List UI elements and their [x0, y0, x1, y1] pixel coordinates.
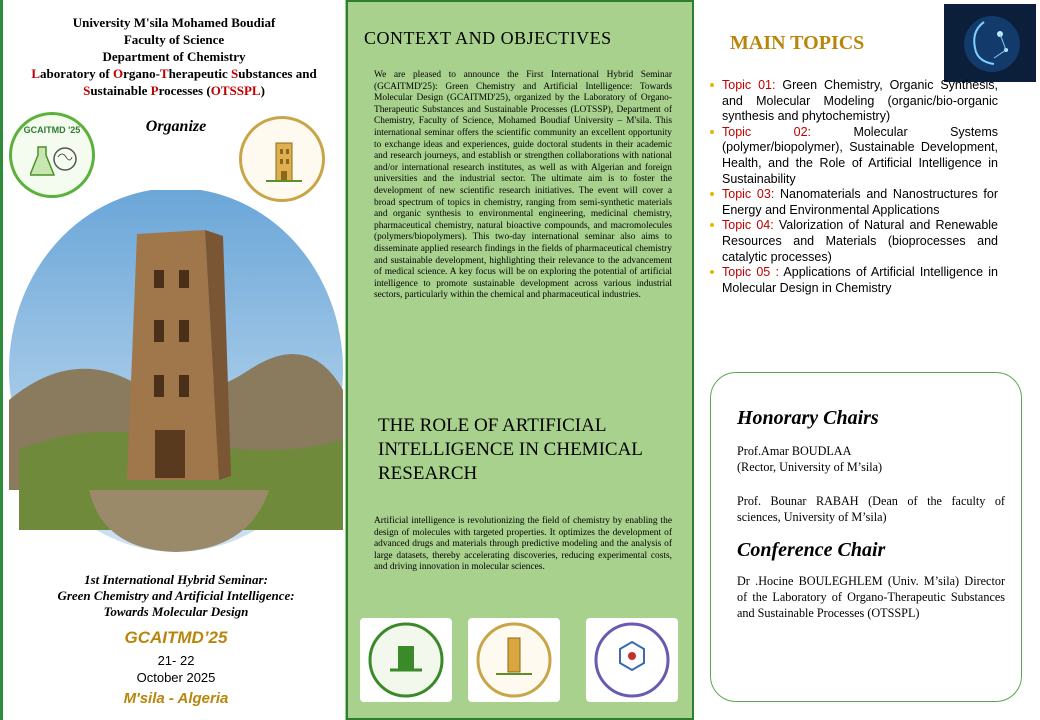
otsspl-logo: [586, 618, 678, 702]
university-seal-bottom-logo: [468, 618, 560, 702]
department-name: Department of Chemistry: [102, 49, 246, 64]
event-location: M'sila - Algeria: [123, 690, 229, 707]
topic-item: Topic 03: Nanomaterials and Nanostructures for Energy and Environmental Applications: [722, 187, 999, 217]
main-topics-title: MAIN TOPICS: [730, 32, 865, 54]
conference-chair-heading: Conference Chair: [737, 539, 886, 561]
conference-chair-text: Dr .Hocine BOULEGHLEM (Univ. M’sila) Director of the Laboratory of Organo-Therapeutic Substances and Sustainable Processes (OTSSPL): [737, 574, 1005, 620]
organizer-header: [3, 14, 345, 99]
topics-list: [722, 78, 998, 296]
honorary-chair-2: Prof. Bounar RABAH (Dean of the faculty of sciences, University of M’sila): [737, 494, 1005, 524]
left-panel: [0, 0, 346, 720]
honorary-chair-1-role: (Rector, University of M’sila): [737, 460, 883, 474]
topic-item: Topic 05 : Applications of Artificial Intelligence in Molecular Design in Chemistry: [722, 265, 998, 295]
event-month: October 2025: [136, 670, 216, 685]
event-dates: 21- 22: [157, 653, 195, 668]
topic-item: Topic 02: Molecular Systems (polymer/biopolymer), Sustainable Development, Health, and the Role of Artificial Intelligence in Sustainability: [722, 124, 998, 186]
event-acronym: GCAITMD’25: [124, 628, 228, 647]
honorary-chair-1-name: Prof.Amar BOUDLAA: [737, 444, 852, 458]
laboratory-name-line2: Sustainable Processes (OTSSPL): [83, 83, 265, 98]
context-title: CONTEXT AND OBJECTIVES: [364, 28, 612, 48]
middle-panel: [346, 0, 694, 720]
minaret-photo: [9, 190, 343, 556]
topic-item: Topic 04: Valorization of Natural and Renewable Resources and Materials (bioprocesses and catalytic processes): [722, 218, 998, 264]
ai-role-title: THE ROLE OF ARTIFICIAL INTELLIGENCE IN CHEMICAL RESEARCH: [378, 415, 643, 484]
topic-item: Topic 01: Green Chemistry, Organic Synthesis, and Molecular Modeling (organic/bio-organic synthesis and phytochemistry): [722, 78, 998, 124]
seminar-title: 1st International Hybrid Seminar: Green Chemistry and Artificial Intelligence: Towards Molecular Design: [57, 572, 295, 619]
ai-head-icon: [944, 4, 1036, 82]
honorary-chairs-heading: Honorary Chairs: [737, 407, 879, 429]
ai-role-text: Artificial intelligence is revolutionizing the field of chemistry by enabling the design of molecules with targeted properties. It optimizes the development of advanced drugs and materials through predictive modeling and the analysis of large datasets, thereby accelerating discoveries, reducing experimental costs, and driving innovation in molecular sciences.: [374, 516, 672, 573]
faculty-name: Faculty of Science: [123, 32, 225, 47]
context-text: We are pleased to announce the First International Hybrid Seminar (GCAITMD'25): Green Chemistry and Artificial Intelligence: Towards Molecular Design (GCAITMD'25), organized by the Laboratory of Organo-Therapeutic Substances and Sustainable Processes (LOTSSP), Department of Chemistry, Faculty of Science, Mohamed Boudiaf University – M'sila. This international seminar offers the scientific community an excellent opportunity to exchange ideas and experiences, guide doctoral students in their academic and research journeys, and establish or strengthen collaborations with national and/or international research institutes, as well as with Algerian and foreign universities and the industrial sector. The ultimate aim is to foster the development of new scientific research initiatives. The event will cover a broad spectrum of topics in chemistry, ranging from semi-synthetic materials and organic synthesis to environmental engineering, medicinal chemistry, pharmaceutical chemistry, natural bioactive compounds, and macromolecules (polymers/biopolymers). This two-day international seminar also aims to disseminate applied research findings in the fields of pharmaceutical chemistry and sustainable development, highlighting their relevance to the advancement of medical science. A key focus will be on exploring the potential of artificial intelligence to promote sustainable development across various industrial sectors, particularly within the chemical and pharmaceutical industries.: [374, 70, 672, 301]
laboratory-name-line1: Laboratory of Organo-Therapeutic Substances and: [31, 66, 317, 81]
chairs-box: [710, 372, 1022, 702]
faculty-of-sciences-logo: [360, 618, 452, 702]
university-name: University M'sila Mohamed Boudiaf: [72, 15, 276, 30]
gcaitmd-logo: GCAITMD '25: [9, 112, 95, 198]
minaret-icon: [262, 137, 306, 185]
flask-brain-icon: [30, 143, 78, 179]
organize-label: Organize: [145, 118, 207, 135]
